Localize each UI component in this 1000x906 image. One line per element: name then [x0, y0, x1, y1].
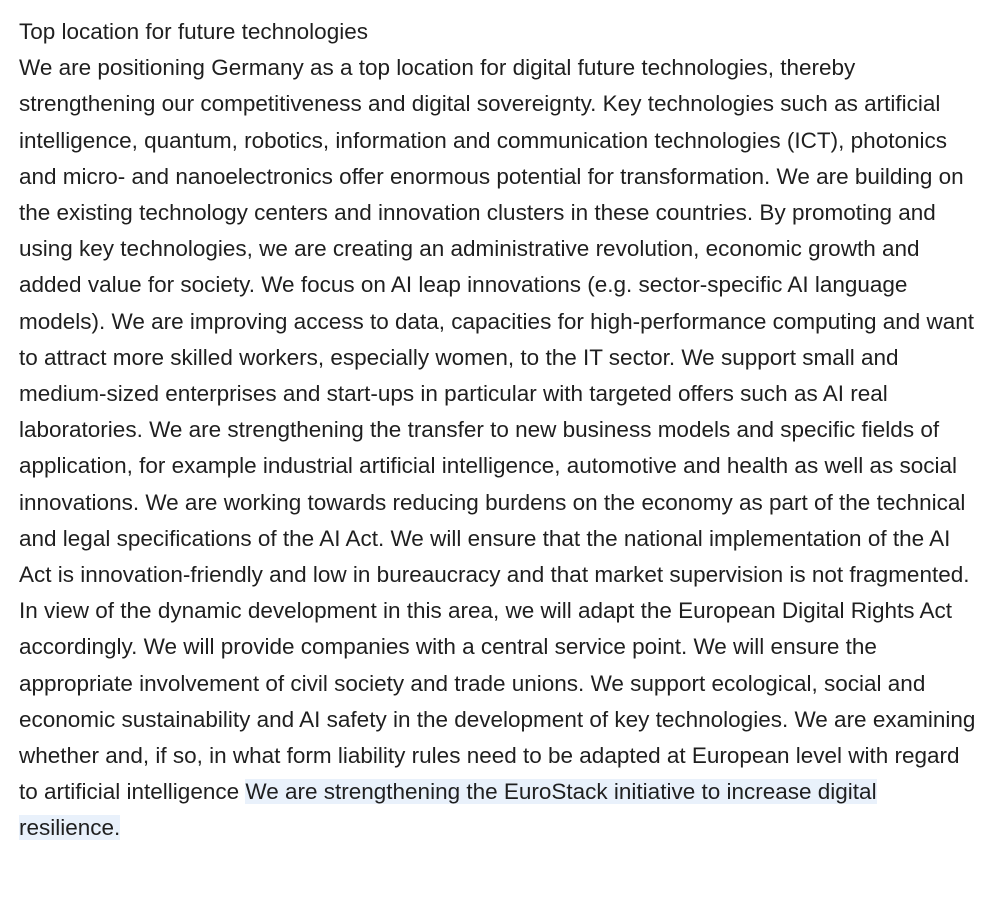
document	[19, 14, 979, 847]
paragraph-text: We are positioning Germany as a top location for digital future technologies, thereby strengthening our competitiveness and digital sovereignty. Key technologies such as artificial intelligence, quantum, robotics, information and communication technologies (ICT), photonics and micro- and nanoelectronics offer enormous potential for transformation. We are building on the existing technology centers and innovation clusters in these countries. By promoting and using key technologies, we are creating an administrative revolution, economic growth and added value for society. We focus on AI leap innovations (e.g. sector-specific AI language models). We are improving access to data, capacities for high-performance computing and want to attract more skilled workers, especially women, to the IT sector. We support small and medium-sized enterprises and start-ups in particular with targeted offers such as AI real laboratories. We are strengthening the transfer to new business models and specific fields of application, for example industrial artificial intelligence, automotive and health as well as social innovations. We are working towards reducing burdens on the economy as part of the technical and legal specifications of the AI Act. We will ensure that the national implementation of the AI Act is innovation-friendly and low in bureaucracy and that market supervision is not fragmented. In view of the dynamic development in this area, we will adapt the European Digital Rights Act accordingly. We will provide companies with a central service point. We will ensure the appropriate involvement of civil society and trade unions. We support ecological, social and economic sustainability and AI safety in the development of key technologies. We are examining whether and, if so, in what form liability rules need to be adapted at European level with regard to artificial intelligence	[19, 55, 976, 805]
highlighted-sentence[interactable]: We are strengthening the EuroStack initiative to increase digital resilience.	[19, 779, 877, 841]
body-paragraph	[19, 50, 979, 846]
section-title: Top location for future technologies	[19, 19, 368, 44]
